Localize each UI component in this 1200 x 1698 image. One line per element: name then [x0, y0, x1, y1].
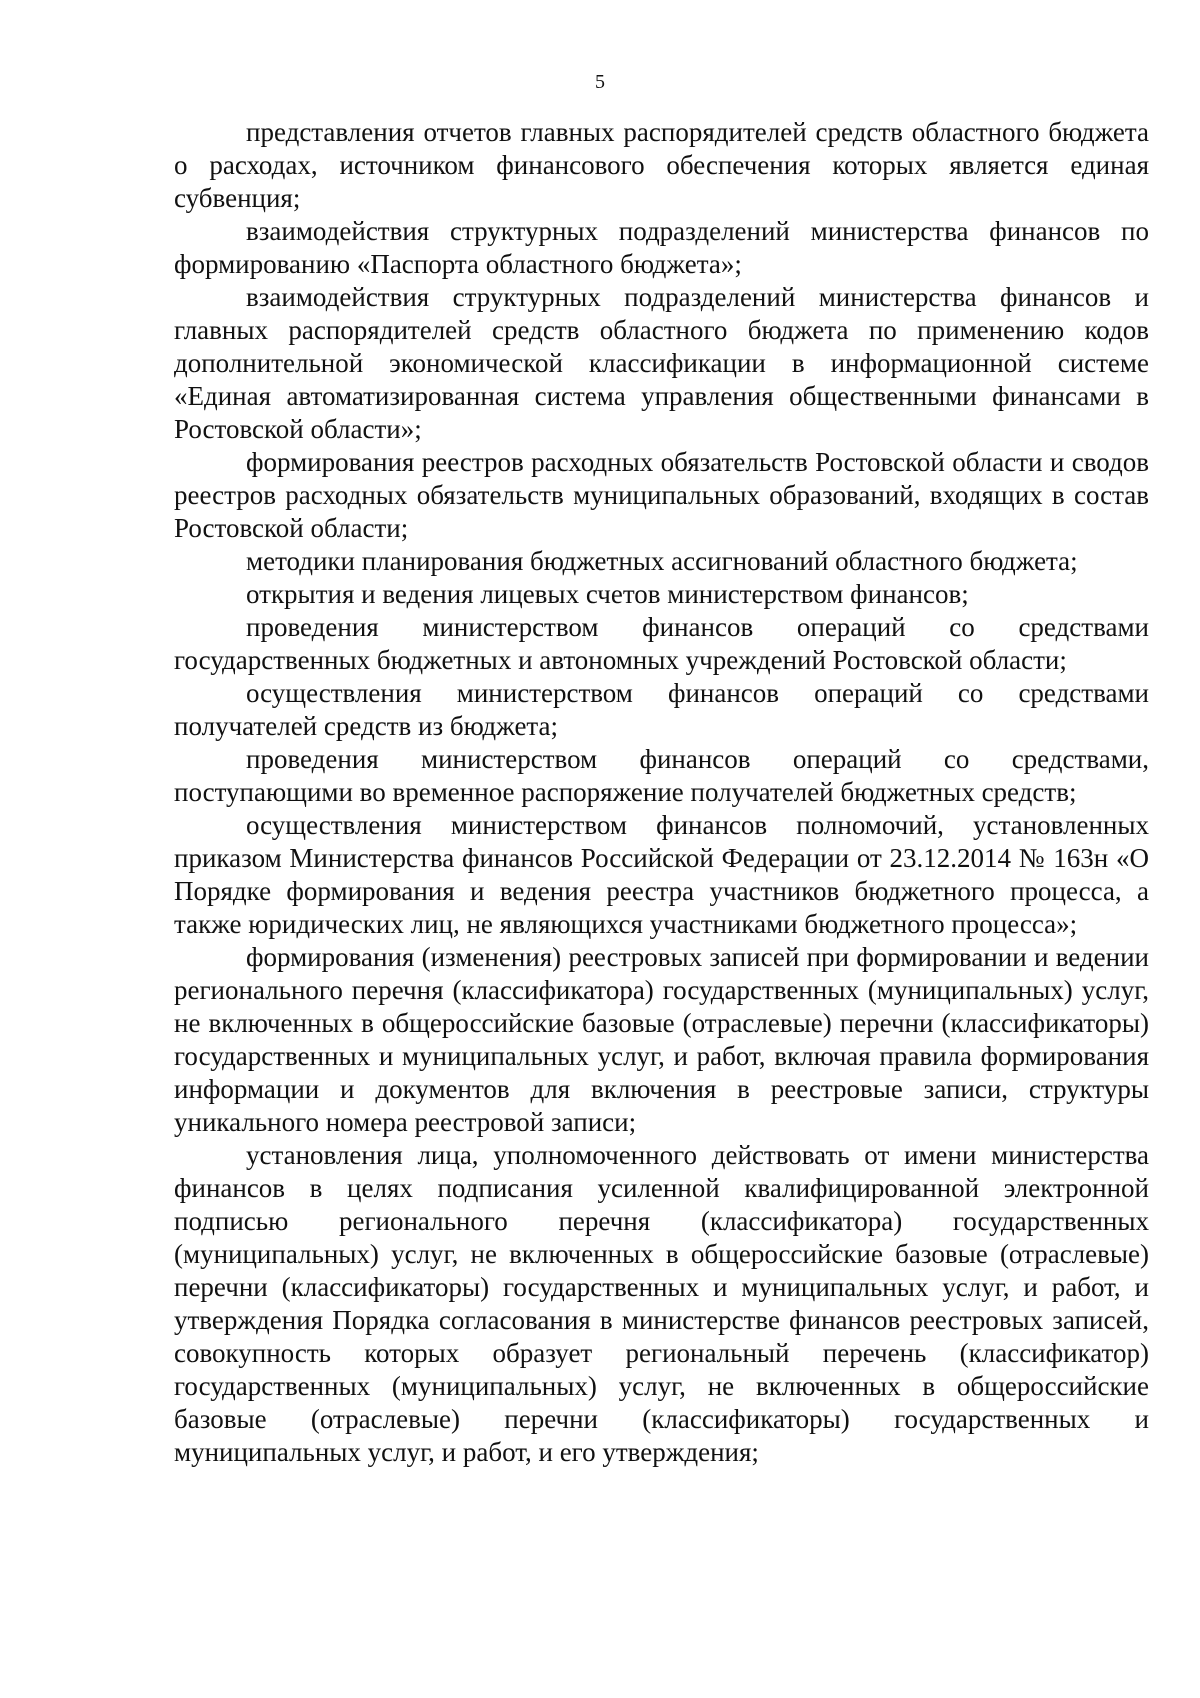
paragraph: представления отчетов главных распорядителей средств областного бюджета о расходах, источником финансового обеспечения которых является единая субвенция;	[174, 117, 1149, 213]
paragraph: осуществления министерством финансов операций со средствами получателей средств из бюджета;	[174, 678, 1149, 741]
paragraph: проведения министерством финансов операций со средствами государственных бюджетных и автономных учреждений Ростовской области;	[174, 612, 1149, 675]
paragraph: методики планирования бюджетных ассигнований областного бюджета;	[246, 546, 1078, 576]
paragraph: формирования (изменения) реестровых записей при формировании и ведении регионального перечня (классификатора) государственных (муниципальных) услуг, не включенных в общероссийские базовые (отраслевые) перечни (классификаторы) государственных и муниципальных услуг, и работ, включая правила формирования информации и документов для включения в реестровые записи, структуры уникального номера реестровой записи;	[174, 942, 1149, 1137]
paragraph: установления лица, уполномоченного действовать от имени министерства финансов в целях подписания усиленной квалифицированной электронной подписью регионального перечня (классификатора) государственных (муниципальных) услуг, не включенных в общероссийские базовые (отраслевые) перечни (классификаторы) государственных и муниципальных услуг, и работ, и утверждения Порядка согласования в министерстве финансов реестровых записей, совокупность которых образует региональный перечень (классификатор) государственных (муниципальных) услуг, не включенных в общероссийские базовые (отраслевые) перечни (классификаторы) государственных и муниципальных услуг, и работ, и его утверждения;	[174, 1140, 1149, 1467]
page-number: 5	[595, 71, 605, 93]
paragraph: осуществления министерством финансов полномочий, установленных приказом Министерства финансов Российской Федерации от 23.12.2014 № 163н «О Порядке формирования и ведения реестра участников бюджетного процесса, а также юридических лиц, не являющихся участниками бюджетного процесса»;	[174, 810, 1149, 939]
paragraph: формирования реестров расходных обязательств Ростовской области и сводов реестров расходных обязательств муниципальных образований, входящих в состав Ростовской области;	[174, 447, 1149, 543]
document-body	[174, 116, 1149, 1469]
paragraph: открытия и ведения лицевых счетов министерством финансов;	[246, 579, 969, 609]
paragraph: взаимодействия структурных подразделений министерства финансов и главных распорядителей средств областного бюджета по применению кодов дополнительной экономической классификации в информационной системе «Единая автоматизированная система управления общественными финансами в Ростовской области»;	[174, 282, 1149, 444]
paragraph: взаимодействия структурных подразделений министерства финансов по формированию «Паспорта областного бюджета»;	[174, 216, 1149, 279]
paragraph: проведения министерством финансов операций со средствами, поступающими во временное распоряжение получателей бюджетных средств;	[174, 744, 1149, 807]
